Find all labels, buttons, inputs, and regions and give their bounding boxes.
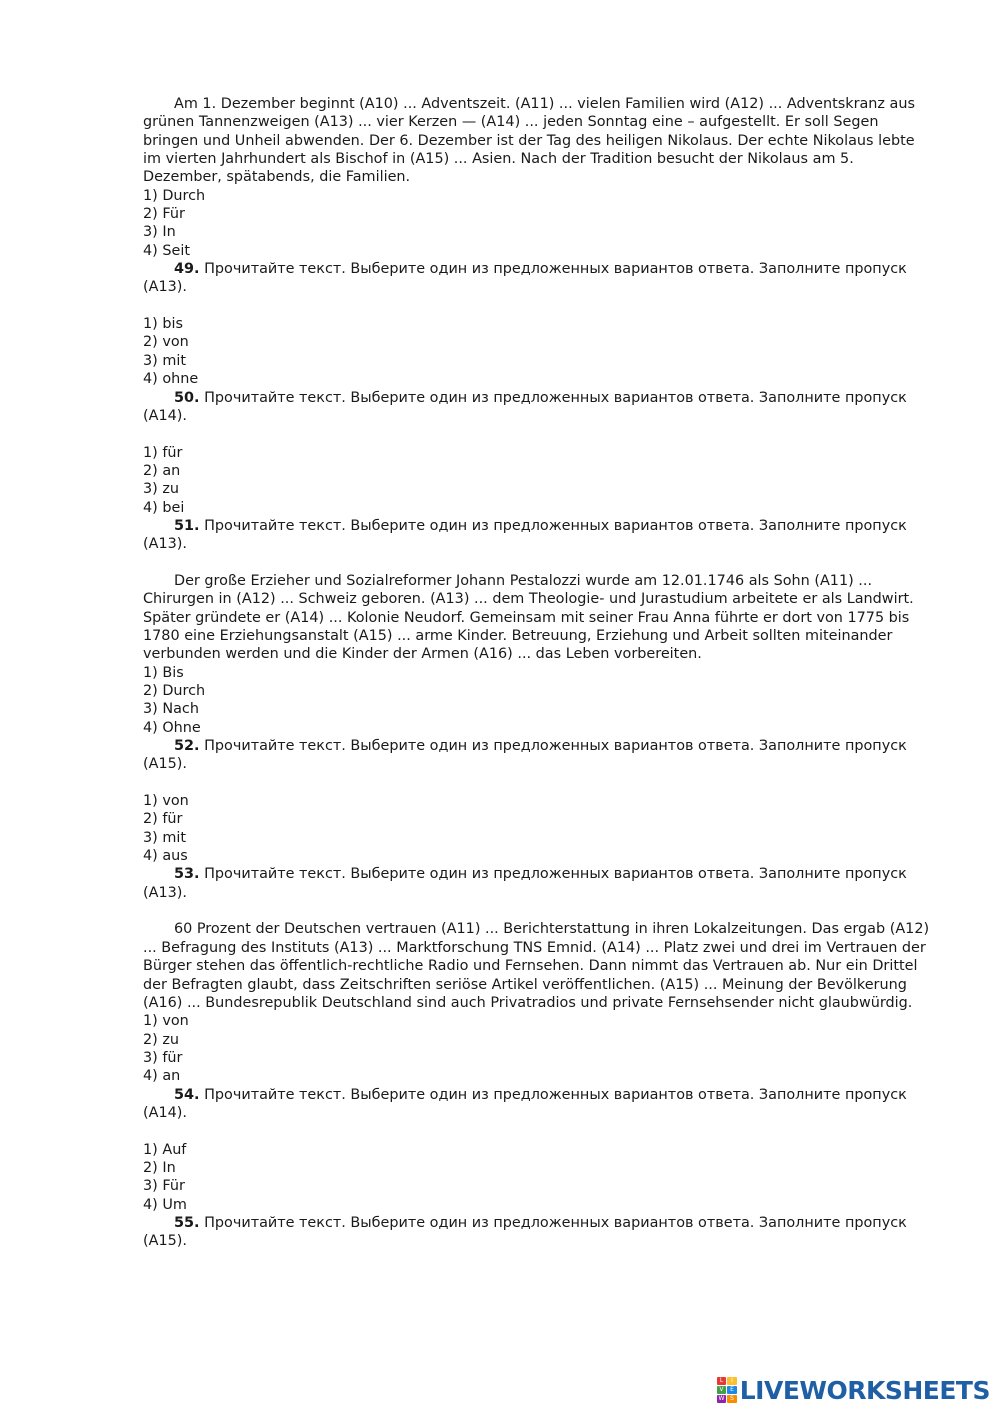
answer-option: 3) für — [143, 1049, 183, 1066]
answer-option: 1) von — [143, 1013, 189, 1030]
answer-option: 3) Nach — [143, 701, 199, 718]
question-instruction: Прочитайте текст. Выберите один из предложенных вариантов ответа. Заполните пропуск (A14). — [143, 389, 907, 424]
answer-option: 2) In — [143, 1159, 176, 1176]
reading-text-pestalozzi: Der große Erzieher und Sozialreformer Johann Pestalozzi wurde am 12.01.1746 als Sohn (A11) ... Chirurgen in (A12) ... Schweiz geboren. (A13) ... dem Theologie- und Jurastudium arbeitete er als Landwirt. Später gründete er (A14) ... Kolonie Neudorf. Gemeinsam mit seiner Frau Anna führte er dort von 1775 bis 1780 eine Erziehungsanstalt (A15) ... arme Kinder. Betreuung, Erziehung und Arbeit sollten miteinander verbunden werden und die Kinder der Armen (A16) ... das Leben vorbereiten. — [143, 572, 914, 663]
question-instruction: Прочитайте текст. Выберите один из предложенных вариантов ответа. Заполните пропуск (A13). — [143, 261, 907, 296]
question-49 — [143, 260, 933, 297]
answer-option: 3) mit — [143, 352, 187, 369]
answer-option: 3) mit — [143, 829, 187, 846]
question-50 — [143, 389, 933, 426]
answer-option: 2) Durch — [143, 683, 206, 699]
question-number: 54. — [174, 1086, 200, 1103]
question-number: 51. — [174, 517, 200, 534]
question-instruction: Прочитайте текст. Выберите один из предложенных вариантов ответа. Заполните пропуск (A14). — [143, 1086, 907, 1121]
question-instruction: Прочитайте текст. Выберите один из предложенных вариантов ответа. Заполните пропуск (A15). — [143, 1214, 907, 1250]
answer-option: 1) bis — [143, 316, 183, 333]
answer-option: 3) zu — [143, 481, 180, 498]
answer-option: 4) Um — [143, 1196, 187, 1213]
question-instruction: Прочитайте текст. Выберите один из предложенных вариантов ответа. Заполните пропуск (A13). — [143, 517, 907, 553]
answer-option: 4) Ohne — [143, 719, 201, 736]
reading-text-advent: Am 1. Dezember beginnt (A10) ... Adventszeit. (A11) ... vielen Familien wird (A12) ... Adventskranz aus grünen Tannenzweigen (A13) ... vier Kerzen — (A14) ... jeden Sonntag eine – aufgestellt. Er soll Segen bringen und Unheil abwenden. Der 6. Dezember ist der Tag des heiligen Nikolaus. Der echte Nikolaus lebte im vierten Jahrhundert als Bischof in (A15) ... Asien. Nach der Tradition besucht der Nikolaus am 5. Dezember, spätabends, die Familien. — [143, 96, 915, 186]
logo-text: LIVEWORKSHEETS — [739, 1375, 990, 1405]
question-number: 49. — [174, 261, 200, 278]
answer-option: 2) Für — [143, 206, 185, 223]
answer-option: 4) an — [143, 1068, 181, 1085]
answer-option: 1) Durch — [143, 187, 206, 204]
answer-option: 2) an — [143, 462, 181, 479]
answer-option: 4) aus — [143, 848, 188, 865]
question-53 — [143, 865, 933, 902]
answer-option: 2) für — [143, 811, 183, 828]
answer-option: 3) In — [143, 224, 176, 241]
answer-option: 4) Seit — [143, 242, 190, 259]
liveworksheets-logo — [717, 1375, 990, 1405]
worksheet-body — [143, 95, 933, 1251]
answer-option: 4) bei — [143, 499, 185, 516]
answer-option: 2) zu — [143, 1031, 180, 1048]
question-number: 52. — [174, 738, 200, 755]
question-52 — [143, 737, 933, 774]
answer-option: 3) Für — [143, 1178, 185, 1195]
question-instruction: Прочитайте текст. Выберите один из предложенных вариантов ответа. Заполните пропуск (A15). — [143, 738, 907, 773]
answer-option: 1) Auf — [143, 1141, 187, 1158]
reading-text-media: 60 Prozent der Deutschen vertrauen (A11) ... Berichterstattung in ihren Lokalzeitungen. Das ergab (A12) ... Befragung des Instituts (A13) ... Marktforschung TNS Emnid. (A14) ... Platz zwei und drei im Vertrauen der Bürger stehen das öffentlich-rechtliche Radio und Fernsehen. Dann nimmt das Vertrauen ab. Nur ein Drittel der Befragten glaubt, dass Zeitschriften seriöse Artikel veröffentlichen. (A15) ... Meinung der Bevölkerung (A16) ... Bundesrepublik Deutschland sind auch Privatradios und private Fernsehsender nicht glaubwürdig. — [143, 921, 930, 1011]
answer-option: 1) für — [143, 444, 183, 461]
answer-option: 4) ohne — [143, 371, 199, 388]
question-54 — [143, 1086, 933, 1123]
question-instruction: Прочитайте текст. Выберите один из предложенных вариантов ответа. Заполните пропуск (A13). — [143, 866, 907, 901]
question-55 — [143, 1214, 933, 1251]
question-number: 53. — [174, 866, 200, 883]
answer-option: 1) von — [143, 793, 189, 810]
logo-mark-icon: L I V E W S — [717, 1377, 737, 1403]
question-number: 50. — [174, 389, 200, 406]
question-number: 55. — [174, 1214, 200, 1231]
answer-option: 1) Bis — [143, 664, 184, 681]
answer-option: 2) von — [143, 334, 189, 351]
question-51 — [143, 517, 933, 554]
